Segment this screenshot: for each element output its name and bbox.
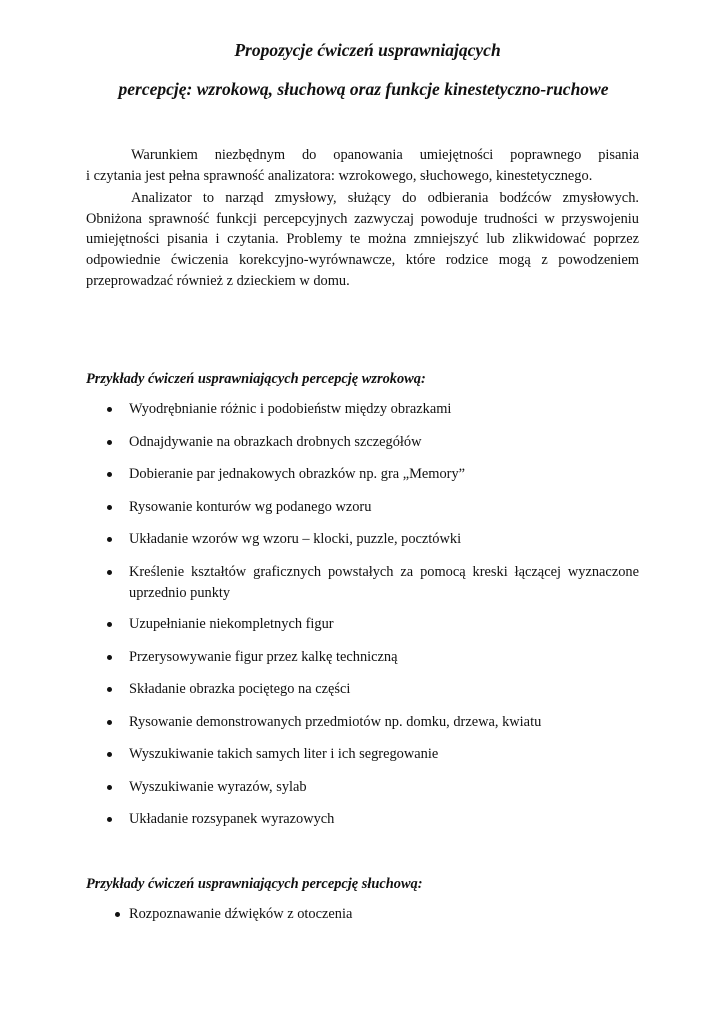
bullet-icon [107, 570, 112, 575]
list-item-text: Składanie obrazka pociętego na części [129, 681, 351, 697]
title-line-1: Propozycje ćwiczeń usprawniających [234, 40, 501, 60]
intro-paragraph-1-first-line: Warunkiem niezbędnym do opanowania umiejętności poprawnego pisania [131, 147, 639, 163]
list-item-text: Dobieranie par jednakowych obrazków np. gra „Memory” [129, 466, 466, 482]
list-item-text: Odnajdywanie na obrazkach drobnych szczegółów [129, 434, 422, 450]
bullet-icon [107, 407, 112, 412]
intro-paragraph-2 [86, 188, 639, 292]
bullet-icon [107, 472, 112, 477]
list-item-text: Uzupełnianie niekompletnych figur [129, 616, 334, 632]
bullet-icon [107, 537, 112, 542]
document-title [0, 40, 725, 99]
bullet-icon [107, 720, 112, 725]
list-item-text: Układanie rozsypanek wyrazowych [129, 811, 335, 827]
bullet-icon [107, 505, 112, 510]
intro-paragraph-2-rest: Obniżona sprawność funkcji percepcyjnych zazwyczaj powoduje trudności w przyswojeniu umiejętności pisania i czytania. Problemy te można zmniejszyć lub zlikwidować poprzez odpowiednie ćwiczenia korekcyjno-wyrównawcze, które rodzice mogą z powodzeniem przeprowadzać również z dzieckiem w domu. [86, 210, 639, 289]
list-item-text: Rysowanie konturów wg podanego wzoru [129, 499, 372, 515]
intro-paragraph-2-first-line: Analizator to narząd zmysłowy, służący do odbierania bodźców zmysłowych. [131, 190, 639, 206]
intro-paragraph-1-rest: i czytania jest pełna sprawność analizatora: wzrokowego, słuchowego, kinestetycznego. [86, 167, 593, 184]
bullet-icon [107, 817, 112, 822]
section-heading-auditory: Przykłady ćwiczeń usprawniających percepcję słuchową: [86, 876, 423, 892]
list-item-text: Rysowanie demonstrowanych przedmiotów np. domku, drzewa, kwiatu [129, 714, 542, 730]
title-line-2: percepcję: wzrokową, słuchową oraz funkcje kinestetyczno-ruchowe [118, 79, 609, 99]
list-item-text: Kreślenie kształtów graficznych powstałych za pomocą kreski łączącej wyznaczone uprzednio punkty [129, 564, 639, 601]
section-heading-visual: Przykłady ćwiczeń usprawniających percepcję wzrokową: [86, 371, 426, 387]
bullet-icon [107, 440, 112, 445]
bullet-icon [107, 622, 112, 627]
bullet-icon [107, 785, 112, 790]
bullet-icon [107, 752, 112, 757]
intro-paragraph-1 [86, 145, 639, 186]
bullet-icon [115, 912, 120, 917]
list-item-text: Rozpoznawanie dźwięków z otoczenia [129, 906, 353, 922]
list-item-text: Wyodrębnianie różnic i podobieństw między obrazkami [129, 401, 452, 417]
bullet-icon [107, 655, 112, 660]
list-item-text: Przerysowywanie figur przez kalkę techniczną [129, 649, 398, 665]
bullet-icon [107, 687, 112, 692]
list-item-text: Wyszukiwanie wyrazów, sylab [129, 779, 307, 795]
list-item-text: Układanie wzorów wg wzoru – klocki, puzzle, pocztówki [129, 531, 462, 547]
list-item-text: Wyszukiwanie takich samych liter i ich segregowanie [129, 746, 439, 762]
